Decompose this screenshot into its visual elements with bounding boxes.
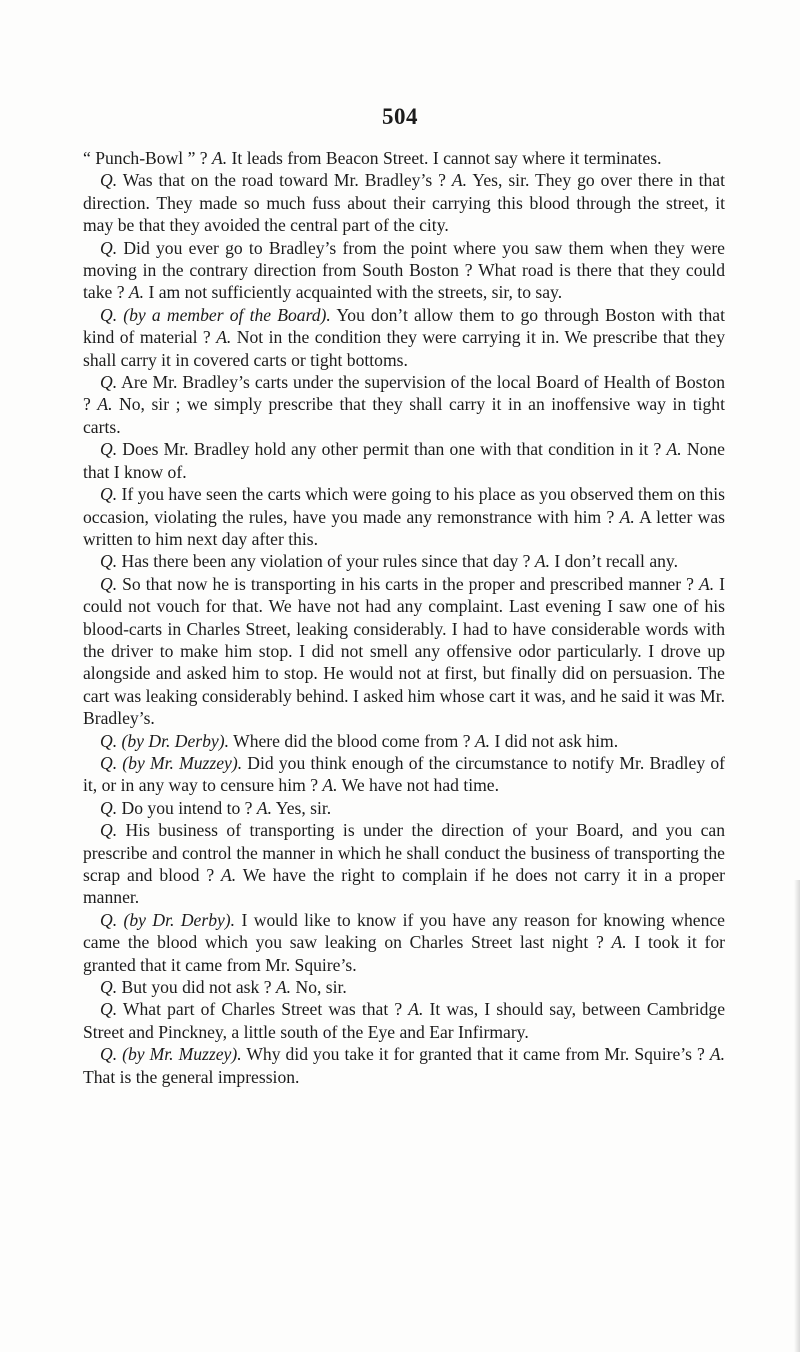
qa-paragraph [83, 976, 725, 998]
question-label: Q. [100, 372, 118, 393]
answer-text: That is the general impression. [83, 1066, 300, 1087]
page-number: 504 [382, 104, 418, 129]
answer-text: I am not sufficiently acquainted with the streets, sir, to say. [144, 282, 563, 303]
question-label: Q. [100, 170, 118, 191]
answer-label: A. [97, 394, 113, 415]
qa-paragraph [83, 169, 725, 236]
answer-text: It leads from Beacon Street. I cannot say where it terminates. [227, 148, 662, 168]
questioner-aside: (by Dr. Derby). [123, 909, 236, 930]
questioner-aside: (by Dr. Derby). [121, 730, 230, 751]
testimony-text [83, 147, 725, 1088]
qa-paragraph [83, 797, 725, 819]
qa-paragraph [83, 752, 725, 797]
question-label: Q. [100, 484, 118, 505]
question-text: Did you ever go to Bradley’s from the point where you saw them when they were moving in the contrary direction from South Boston ? What road is there that they could take ? [83, 237, 725, 303]
answer-text: We have the right to complain if he does not carry it in a proper manner. [83, 865, 725, 908]
question-label: Q. [100, 1044, 118, 1065]
answer-text: Not in the condition they were carrying it in. We prescribe that they shall carry it in covered carts or tight bottoms. [83, 327, 725, 370]
question-text: But you did not ask ? [117, 977, 276, 998]
answer-label: A. [221, 865, 237, 885]
question-text: Where did the blood come from ? [229, 730, 475, 751]
question-label: Q. [100, 551, 118, 572]
answer-label: A. [709, 1044, 726, 1065]
qa-paragraph [83, 730, 725, 752]
qa-paragraph [83, 237, 725, 304]
answer-label: A. [474, 730, 491, 751]
answer-label: A. [322, 775, 338, 796]
question-label: Q. [100, 237, 118, 258]
question-label: Q. [100, 304, 118, 325]
answer-text: No, sir ; we simply prescribe that they shall carry it in an inoffensive way in tight carts. [83, 394, 725, 437]
answer-text: It was, I should say, between Cambridge Street and Pinckney, a little south of the Eye and Ear Infirmary. [83, 999, 726, 1042]
answer-label: A. [408, 999, 424, 1020]
question-text: Are Mr. Bradley’s carts under the supervision of the local Board of Health of Boston ? [83, 372, 725, 415]
qa-paragraph [83, 998, 725, 1043]
answer-label: A. [212, 148, 228, 168]
questioner-aside: (by Mr. Muzzey). [122, 752, 243, 773]
questioner-aside: (by Mr. Muzzey). [122, 1044, 242, 1065]
answer-label: A. [611, 932, 627, 953]
question-label: Q. [100, 730, 118, 751]
question-label: Q. [100, 797, 118, 818]
answer-text: A letter was written to him next day after this. [83, 506, 725, 549]
answer-text: Yes, sir. They go over there in that direction. They made so much fuss about their carrying this blood through the street, it may be that they avoided the central part of the city. [83, 170, 725, 236]
qa-paragraph [83, 304, 725, 371]
qa-paragraph [83, 483, 725, 550]
answer-label: A. [534, 551, 550, 572]
question-label: Q. [100, 820, 118, 841]
question-label: Q. [100, 977, 118, 998]
answer-label: A. [216, 327, 232, 348]
question-label: Q. [100, 752, 118, 773]
continued-text: “ Punch-Bowl ” ? [83, 148, 212, 168]
question-label: Q. [100, 439, 118, 460]
question-text: Do you intend to ? [117, 797, 257, 818]
qa-paragraph [83, 819, 725, 909]
answer-label: A. [666, 439, 682, 460]
answer-label: A. [619, 506, 635, 527]
answer-text: I could not vouch for that. We have not had any complaint. Last evening I saw one of his blood-carts in Charles Street, leaking considerably. I had to have considerable words with the driver to make him stop. I did not smell any offensive odor particularly. I drove up alongside and asked him to stop. He would not at first, but finally did on persuasion. The cart was leaking considerably behind. I asked him whose cart it was, and he said it was Mr. Bradley’s. [83, 573, 725, 729]
answer-label: A. [451, 170, 468, 191]
questioner-aside: (by a member of the Board). [123, 304, 331, 325]
qa-paragraph [83, 550, 725, 572]
question-text: You don’t allow them to go through Boston with that kind of material ? [83, 304, 725, 348]
answer-label: A. [256, 797, 273, 818]
question-text: I would like to know if you have any reason for knowing whence came the blood which you saw leaking on Charles Street last night ? [83, 909, 725, 953]
paragraph-continuation [83, 147, 725, 169]
question-label: Q. [100, 999, 118, 1020]
qa-paragraph [83, 371, 725, 438]
question-text: If you have seen the carts which were going to his place as you observed them on this occasion, violating the rules, have you made any remonstrance with him ? [83, 484, 725, 527]
answer-text: I took it for granted that it came from Mr. Squire’s. [83, 932, 725, 975]
answer-text: None that I know of. [83, 439, 725, 482]
question-text: Did you think enough of the circumstance to notify Mr. Bradley of it, or in any way to censure him ? [83, 752, 726, 796]
answer-text: Yes, sir. [272, 797, 332, 818]
answer-label: A. [698, 573, 715, 594]
question-text: Was that on the road toward Mr. Bradley’s ? [117, 170, 452, 191]
question-text: Has there been any violation of your rules since that day ? [117, 551, 535, 572]
answer-text: No, sir. [291, 977, 347, 998]
qa-paragraph [83, 1043, 725, 1088]
answer-text: I don’t recall any. [549, 551, 678, 572]
answer-label: A. [275, 977, 292, 998]
question-text: Does Mr. Bradley hold any other permit than one with that condition in it ? [117, 439, 667, 460]
answer-text: I did not ask him. [490, 730, 619, 751]
qa-paragraph [83, 573, 725, 730]
answer-text: We have not had time. [337, 775, 500, 796]
question-text: What part of Charles Street was that ? [117, 999, 409, 1020]
page-edge-shadow [794, 880, 800, 1352]
answer-label: A. [128, 282, 145, 303]
qa-paragraph [83, 909, 725, 976]
question-text: So that now he is transporting in his carts in the proper and prescribed manner ? [117, 573, 699, 594]
question-text: His business of transporting is under the direction of your Board, and you can prescribe and control the manner in which he shall conduct the business of transporting the scrap and blood ? [83, 820, 725, 885]
qa-paragraph [83, 438, 725, 483]
question-label: Q. [100, 573, 118, 594]
question-text: Why did you take it for granted that it came from Mr. Squire’s ? [241, 1044, 710, 1065]
question-label: Q. [100, 909, 118, 930]
